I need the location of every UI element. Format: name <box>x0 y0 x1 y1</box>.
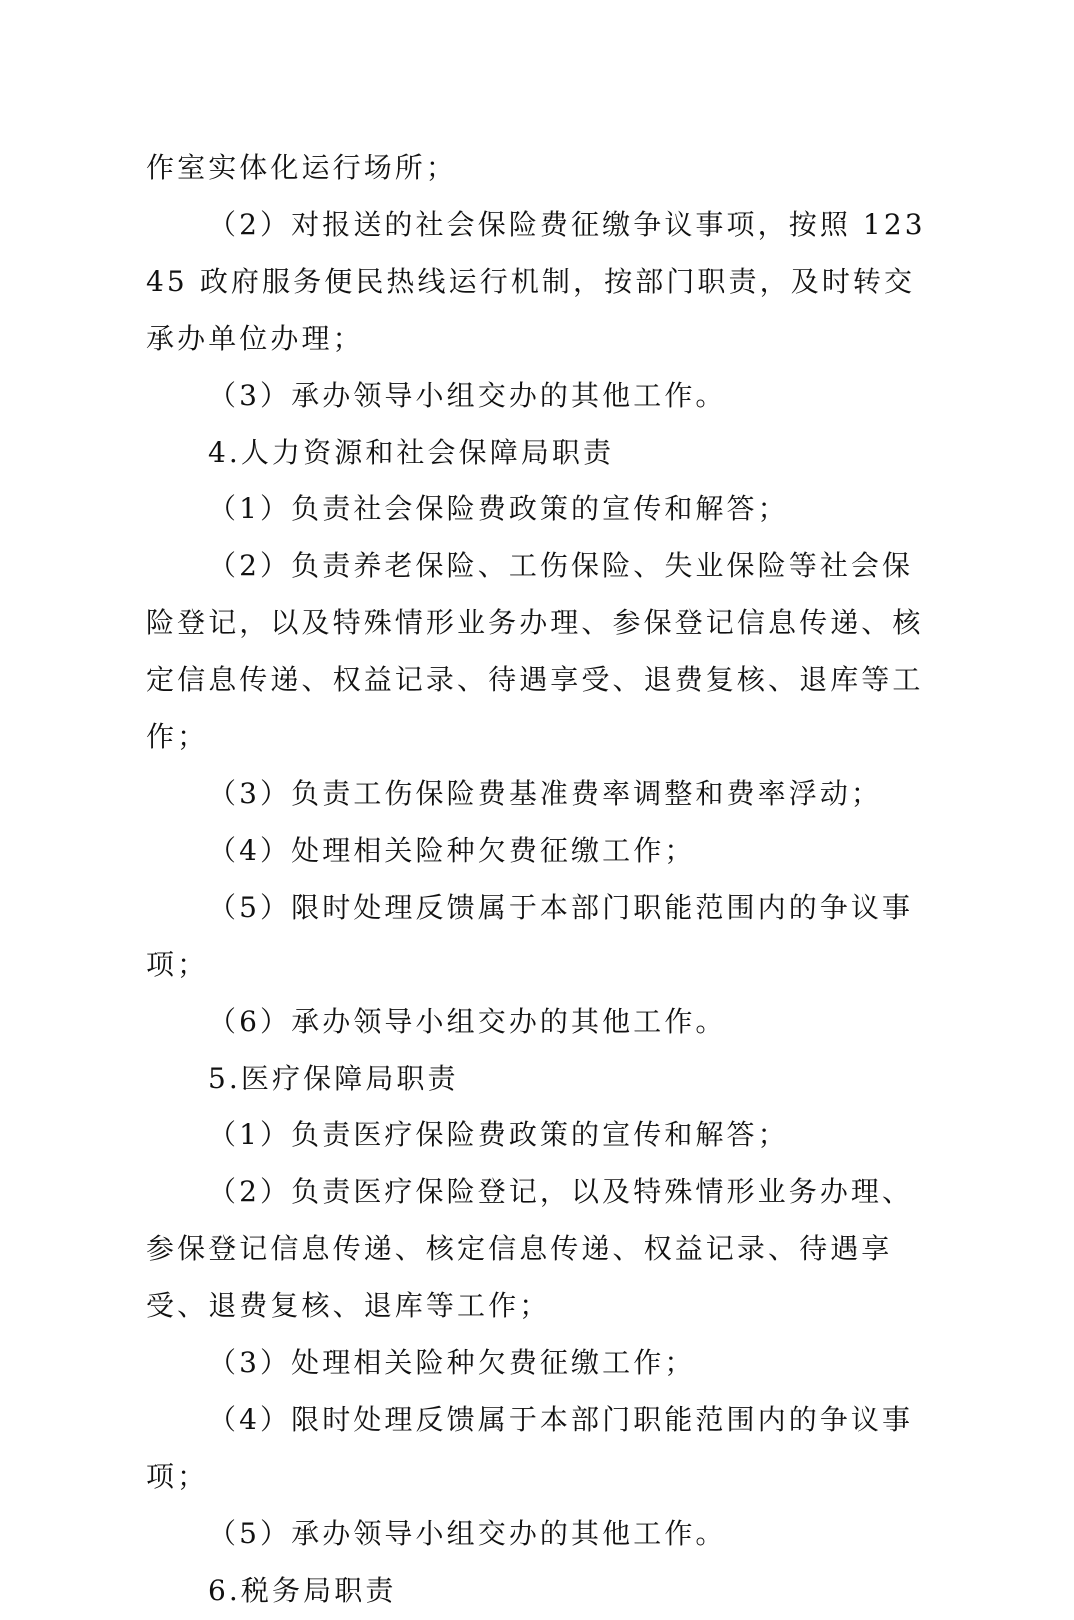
paragraph-hr-item-5: （5）限时处理反馈属于本部门职能范围内的争议事项； <box>146 890 914 981</box>
paragraph-hr-item-3: （3）负责工伤保险费基准费率调整和费率浮动； <box>208 776 883 810</box>
paragraph-hr-item-4: （4）处理相关险种欠费征缴工作； <box>208 833 696 867</box>
section-heading-hr-bureau: 4.人力资源和社会保障局职责 <box>208 435 615 469</box>
section-heading-medical-bureau: 5.医疗保障局职责 <box>208 1061 459 1095</box>
paragraph-medical-item-1: （1）负责医疗保险费政策的宣传和解答； <box>208 1118 789 1152</box>
paragraph-hr-item-1: （1）负责社会保险费政策的宣传和解答； <box>208 492 789 526</box>
paragraph-medical-item-2: （2）负责医疗保险登记，以及特殊情形业务办理、参保登记信息传递、核定信息传递、权益记录、待遇享受、退费复核、退库等工作； <box>146 1175 914 1323</box>
paragraph-medical-item-3: （3）处理相关险种欠费征缴工作； <box>208 1346 696 1380</box>
paragraph-hr-item-6: （6）承办领导小组交办的其他工作。 <box>208 1004 727 1038</box>
paragraph-item-3-other-work: （3）承办领导小组交办的其他工作。 <box>208 378 727 412</box>
paragraph-continuation: 作室实体化运行场所； <box>146 151 458 184</box>
paragraph-medical-item-4: （4）限时处理反馈属于本部门职能范围内的争议事项； <box>146 1402 914 1493</box>
section-heading-tax-bureau: 6.税务局职责 <box>208 1573 397 1607</box>
paragraph-hr-item-2: （2）负责养老保险、工伤保险、失业保险等社会保险登记，以及特殊情形业务办理、参保登记信息传递、核定信息传递、权益记录、待遇享受、退费复核、退库等工作； <box>146 549 924 754</box>
document-body <box>146 140 941 1620</box>
paragraph-medical-item-5: （5）承办领导小组交办的其他工作。 <box>208 1516 727 1550</box>
paragraph-item-2-dispute-transfer: （2）对报送的社会保险费征缴争议事项，按照 12345 政府服务便民热线运行机制，按部门职责，及时转交承办单位办理； <box>146 207 926 355</box>
